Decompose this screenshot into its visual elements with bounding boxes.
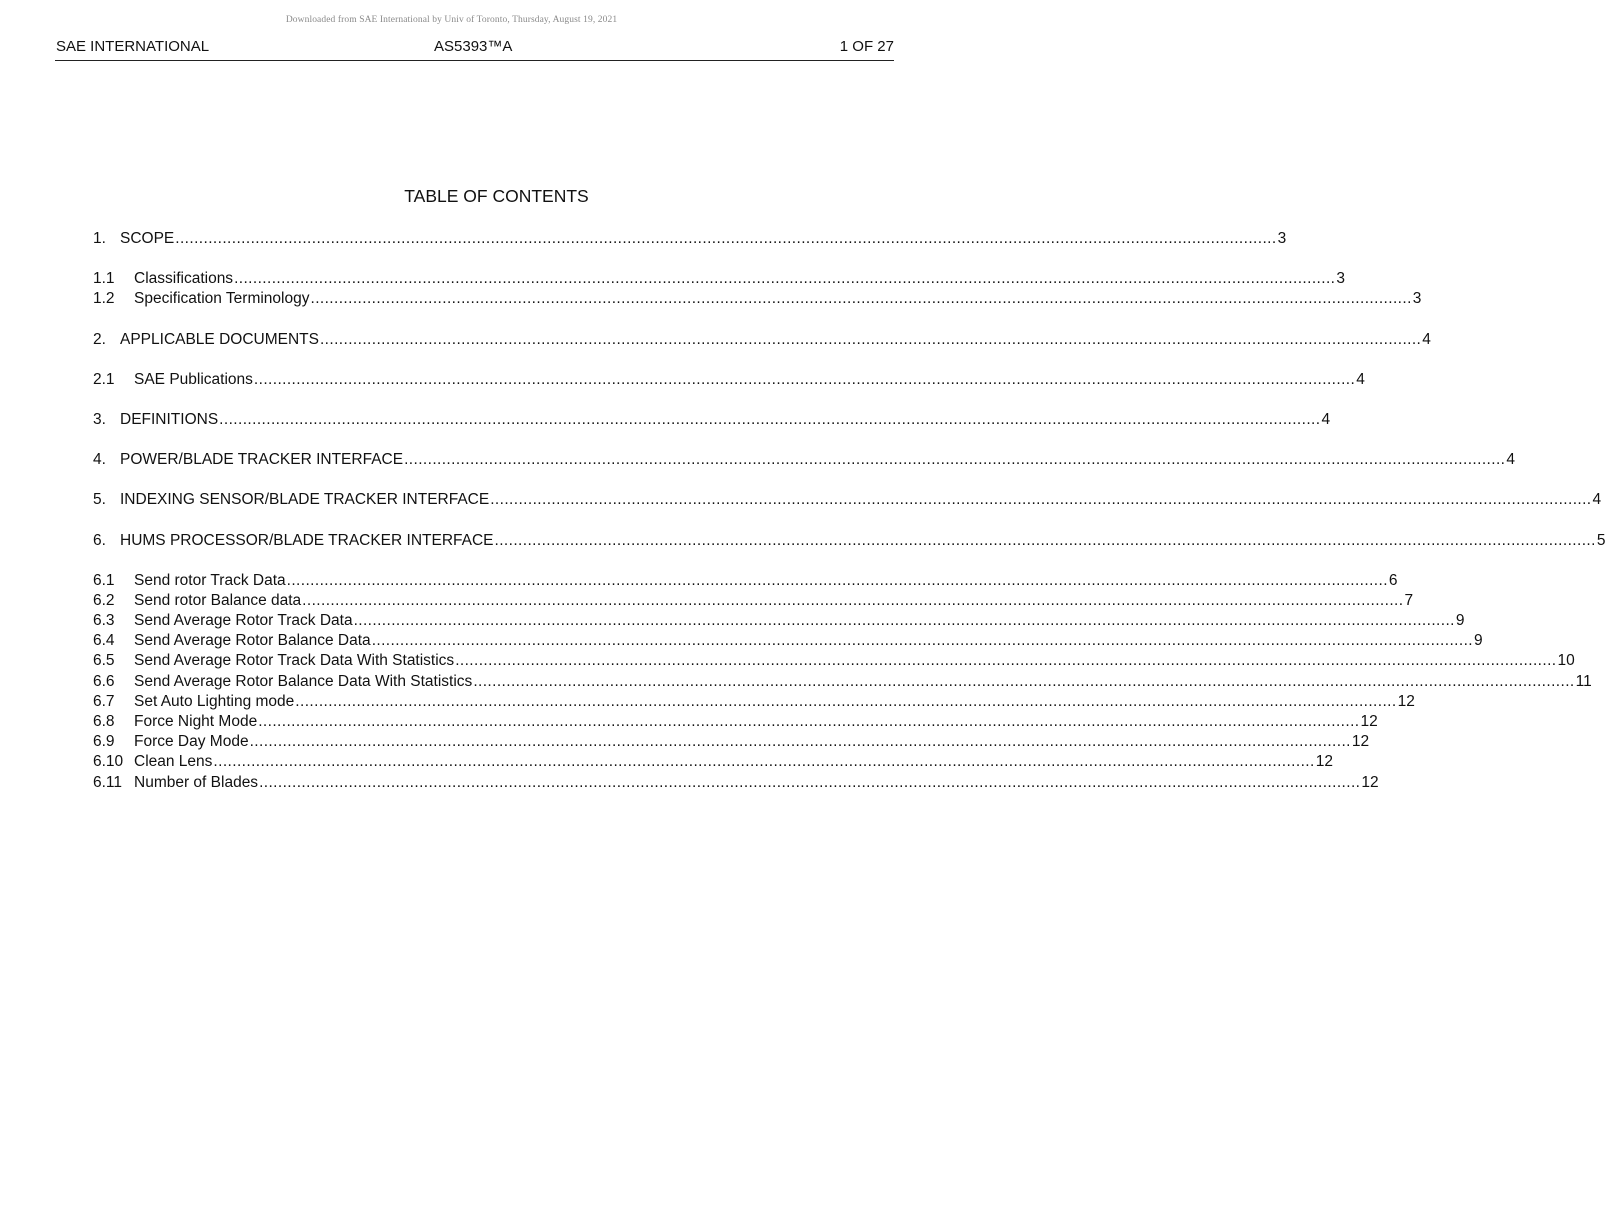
toc-entry-page: 12 (1360, 713, 1378, 730)
toc-entry-label: Send rotor Track Data (134, 571, 286, 589)
toc-dot-leader: .......................................................................................................................................................................................................................................... (371, 632, 1473, 650)
toc-entry-label: HUMS PROCESSOR/BLADE TRACKER INTERFACE (120, 531, 494, 549)
toc-entry[interactable] (93, 752, 1333, 772)
toc-entry-number: 4. (93, 451, 106, 469)
toc-dot-leader: .......................................................................................................................................................................................................................................... (455, 652, 1557, 670)
toc-entry-number: 3. (93, 410, 106, 428)
toc-dot-leader: .......................................................................................................................................................................................................................................... (219, 410, 1321, 428)
toc-entry[interactable] (93, 591, 1414, 611)
toc-entry[interactable] (93, 672, 1592, 692)
toc-entry[interactable] (93, 370, 1365, 390)
toc-entry[interactable] (93, 410, 1331, 430)
toc-entry-label: SCOPE (120, 230, 175, 247)
toc-entry[interactable] (93, 712, 1378, 732)
toc-entry-label: Classifications (134, 270, 234, 288)
toc-entry-page: 4 (1356, 370, 1365, 388)
toc-entry-page: 12 (1315, 753, 1333, 771)
toc-dot-leader: .......................................................................................................................................................................................................................................... (295, 692, 1397, 710)
toc-entry-page: 3 (1336, 270, 1345, 288)
toc-entry-page: 5 (1596, 531, 1605, 549)
toc-dot-leader: .......................................................................................................................................................................................................................................... (490, 491, 1592, 509)
toc-dot-leader: .......................................................................................................................................................................................................................................... (353, 612, 1455, 630)
toc-entry-number: 1.2 (93, 290, 115, 308)
toc-entry[interactable] (93, 269, 1345, 289)
toc-entry-number: 6.9 (93, 733, 115, 751)
toc-entry[interactable] (93, 611, 1465, 631)
toc-entry[interactable] (93, 571, 1398, 591)
download-watermark: Downloaded from SAE International by Univ of Toronto, Thursday, August 19, 2021 (285, 15, 618, 25)
toc-entry-number: 6.3 (93, 612, 115, 630)
toc-dot-leader: .......................................................................................................................................................................................................................................... (258, 713, 1360, 730)
toc-dot-leader: .......................................................................................................................................................................................................................................... (259, 773, 1361, 791)
toc-dot-leader: .......................................................................................................................................................................................................................................... (253, 370, 1356, 388)
toc-entry-page: 6 (1388, 571, 1398, 589)
toc-dot-leader: .......................................................................................................................................................................................................................................... (234, 270, 1336, 288)
table-of-contents (93, 229, 1605, 793)
toc-entry[interactable] (93, 651, 1575, 671)
toc-dot-leader: .......................................................................................................................................................................................................................................... (302, 591, 1404, 609)
toc-entry-number: 6.4 (93, 632, 115, 650)
toc-entry-page: 11 (1575, 672, 1592, 690)
toc-entry-page: 12 (1361, 773, 1379, 791)
toc-dot-leader: .......................................................................................................................................................................................................................................... (404, 451, 1506, 469)
toc-entry-page: 3 (1412, 290, 1422, 308)
toc-dot-leader: .......................................................................................................................................................................................................................................... (286, 571, 1388, 589)
toc-entry-label: Set Auto Lighting mode (134, 692, 295, 710)
toc-entry-page: 10 (1557, 652, 1575, 670)
toc-entry-number: 6.11 (93, 773, 123, 791)
toc-dot-leader: .......................................................................................................................................................................................................................................... (249, 733, 1351, 751)
toc-entry[interactable] (93, 450, 1515, 470)
toc-entry-number: 6.7 (93, 692, 115, 710)
toc-entry-label: Send rotor Balance data (134, 591, 302, 609)
toc-entry-page: 7 (1404, 591, 1414, 609)
toc-entry-number: 2. (93, 330, 106, 348)
toc-entry-page: 3 (1277, 230, 1287, 247)
toc-entry-label: Send Average Rotor Balance Data With Statistics (134, 672, 473, 690)
toc-entry-number: 5. (93, 491, 106, 509)
header-page-count: 1 OF 27 (839, 38, 894, 55)
toc-entry[interactable] (93, 631, 1483, 651)
toc-entry[interactable] (93, 229, 1287, 249)
toc-entry[interactable] (93, 289, 1422, 309)
toc-entry-page: 4 (1506, 451, 1515, 469)
toc-entry-label: Clean Lens (134, 753, 213, 771)
toc-entry-page: 4 (1321, 410, 1331, 428)
toc-entry-number: 1.1 (93, 270, 115, 288)
toc-entry[interactable] (93, 773, 1379, 793)
toc-entry[interactable] (93, 490, 1602, 510)
toc-entry-label: SAE Publications (134, 370, 253, 388)
toc-entry-page: 9 (1455, 612, 1465, 630)
toc-entry-page: 12 (1397, 692, 1415, 710)
toc-entry[interactable] (93, 330, 1431, 350)
toc-entry[interactable] (93, 692, 1415, 712)
toc-entry-number: 6.6 (93, 672, 115, 690)
toc-entry-number: 2.1 (93, 370, 115, 388)
toc-entry[interactable] (93, 732, 1370, 752)
toc-entry-number: 1. (93, 230, 106, 247)
toc-entry-page: 9 (1473, 632, 1483, 650)
toc-entry-label: Force Day Mode (134, 733, 249, 751)
toc-entry[interactable] (93, 531, 1605, 551)
toc-dot-leader: .......................................................................................................................................................................................................................................... (175, 230, 1277, 247)
toc-dot-leader: .......................................................................................................................................................................................................................................... (319, 330, 1422, 348)
toc-entry-number: 6.8 (93, 713, 115, 730)
toc-entry-page: 12 (1351, 733, 1370, 751)
header-organization: SAE INTERNATIONAL (56, 38, 210, 55)
toc-entry-number: 6.2 (93, 591, 115, 609)
toc-title: TABLE OF CONTENTS (404, 186, 589, 206)
toc-entry-label: Send Average Rotor Balance Data (134, 632, 371, 650)
toc-entry-label: DEFINITIONS (120, 410, 219, 428)
page-header (55, 38, 894, 61)
toc-dot-leader: .......................................................................................................................................................................................................................................... (494, 531, 1596, 549)
toc-entry-label: Send Average Rotor Track Data (134, 612, 353, 630)
toc-dot-leader: .......................................................................................................................................................................................................................................... (473, 672, 1575, 690)
toc-entry-number: 6.1 (93, 571, 115, 589)
toc-entry-label: Send Average Rotor Track Data With Statistics (134, 652, 455, 670)
toc-entry-number: 6. (93, 531, 106, 549)
toc-entry-number: 6.10 (93, 753, 124, 771)
toc-entry-label: POWER/BLADE TRACKER INTERFACE (120, 451, 404, 469)
toc-entry-label: Force Night Mode (134, 713, 258, 730)
toc-dot-leader: .......................................................................................................................................................................................................................................... (310, 290, 1412, 308)
toc-entry-number: 6.5 (93, 652, 115, 670)
toc-entry-label: Specification Terminology (134, 290, 310, 308)
header-document-number: AS5393™A (434, 38, 513, 55)
toc-entry-label: Number of Blades (134, 773, 259, 791)
toc-dot-leader: .......................................................................................................................................................................................................................................... (213, 753, 1315, 771)
toc-entry-label: INDEXING SENSOR/BLADE TRACKER INTERFACE (120, 491, 490, 509)
toc-entry-page: 4 (1592, 491, 1602, 509)
toc-entry-label: APPLICABLE DOCUMENTS (120, 330, 319, 348)
toc-entry-page: 4 (1422, 330, 1431, 348)
